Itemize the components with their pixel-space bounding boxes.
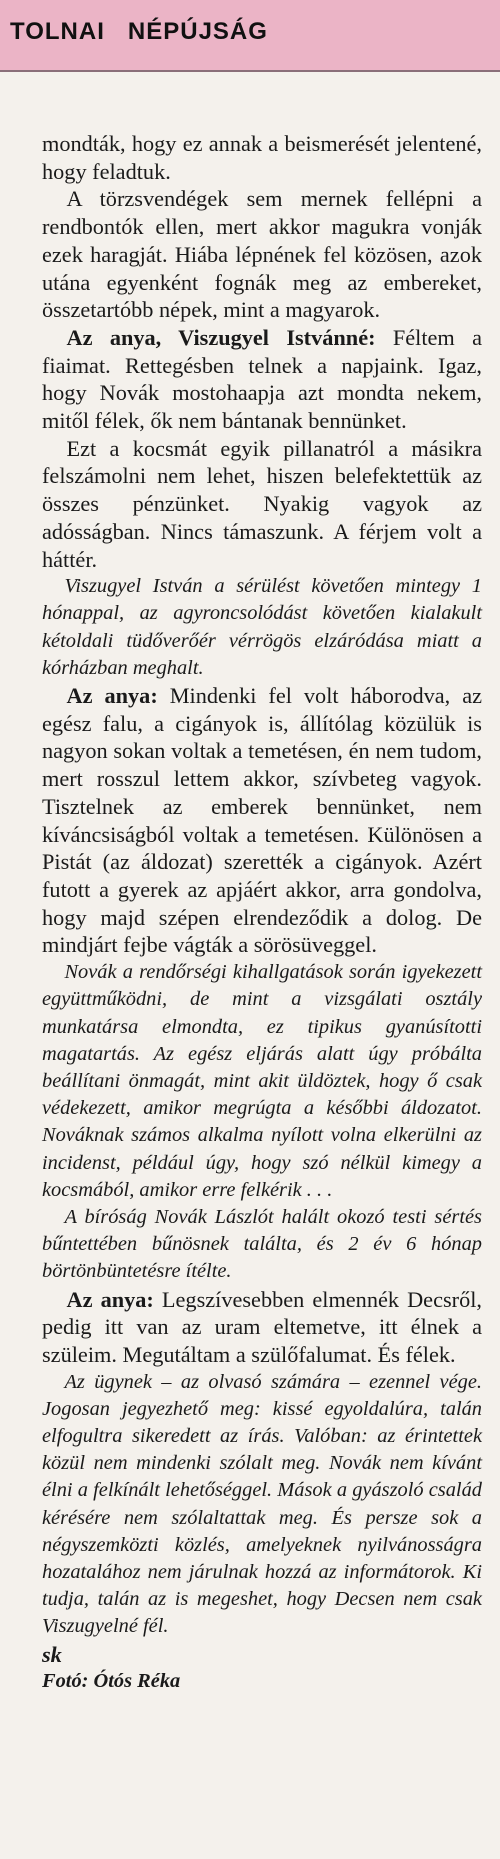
signature-row [42, 1641, 482, 1669]
paragraph-10-italic [42, 1369, 482, 1641]
speaker-label: Az anya: [66, 683, 158, 709]
paragraph-9 [42, 1286, 482, 1369]
paragraph-5-italic: Viszugyel István a sérülést követően mintegy 1 hónappal, az agyroncsolódást követően kialakult kétoldali tüdőverőér vérrögös elzáródása miatt a kórházban meghalt. [42, 575, 482, 679]
photo-credit: Fotó: Ótós Réka [42, 1670, 181, 1693]
paragraph-8-italic: A bíróság Novák Lászlót halált okozó testi sértés bűntettében bűnösnek találta, és 2 év 6 hónap börtönbüntetésre ítélte. [42, 1205, 482, 1283]
paragraph-4: Ezt a kocsmát egyik pillanatról a másikra felszámolni nem lehet, hiszen belefektettük az összes pénzünket. Nyakig vagyok az adósságban. Nincs támaszunk. A férjem volt a háttér. [42, 435, 482, 572]
closing-text: Az ügynek – az olvasó számára – ezennel vége. Jogosan jegyezhető meg: kissé egyoldalúra, talán elfogultra sikeredett az írás. Valóban: az érintettek közül nem mindenki szólalt meg. Novák nem kívánt élni a felkínált lehetőséggel. Mások a gyászoló család kérésére nem szólaltattak meg. És persze sok a négyszemközti közlés, amelyeknek nyilvánosságra hozatalához nem járulnak hozzá az informátorok. Ki tudja, talán az is megeshet, hogy Decsen nem csak Viszugyelné fél. [42, 1370, 482, 1638]
speaker-label: Az anya: [66, 1286, 154, 1312]
article-body [42, 130, 482, 1695]
newspaper-header [0, 0, 500, 72]
speaker-label: Az anya, Viszugyel Istvánné: [66, 324, 376, 350]
quote-text: Mindenki fel volt háborodva, az egész falu, a cigányok is, állítólag közülük is nagyon sokan voltak a temetésen, én nem tudom, mert rosszul lettem akkor, szívbeteg vagyok. Tisztelnek az emberek bennünket, nem kíváncsiságból voltak a temetésen. Különösen a Pistát (az áldozat) szerették a cigányok. Azért futott a gyerek az apjáért akkor, arra gondolva, hogy majd szépen elrendeződik a dolog. De mindjárt fejbe vágták a sörösüveggel. [42, 683, 482, 958]
author-signature: sk [42, 1641, 62, 1667]
quote-text: Féltem a fiaimat. Rettegésben telnek a napjaink. Igaz, hogy Novák mostohaapja azt mondta nekem, mitől félek, ők nem bántanak bennünket. [42, 324, 482, 434]
paragraph-6 [42, 682, 482, 959]
paragraph-3 [42, 324, 482, 435]
paragraph-7-italic: Novák a rendőrségi kihallgatások során igyekezett együttműködni, de mint a vizsgálati osztály munkatársa elmondta, ez tipikus gyanúsítotti magatartás. Az egész eljárás alatt úgy próbálta beállítani önmagát, mint akit üldöztek, hogy ő csak védekezett, amikor megrúgta a későbbi áldozatot. Nováknak számos alkalma nyílott volna elkerülni az incidenst, például úgy, hogy szó nélkül kimegy a kocsmából, amikor erre felkérik . . . [42, 961, 482, 1201]
paragraph-2: A törzsvendégek sem mernek fellépni a rendbontók ellen, mert akkor magukra vonják ezek haragját. Hiába lépnének fel közösen, azok utána egyenként fognák meg az embereket, összetartóbb népek, mint a magyarok. [42, 186, 482, 323]
paragraph-1: mondták, hogy ez annak a beismerését jelentené, hogy feladtuk. [42, 131, 482, 184]
newspaper-title: TOLNAI NÉPÚJSÁG [10, 18, 268, 45]
quote-text: Legszívesebben elmennék Decsről, pedig itt van az uram eltemetve, itt élnek a szüleim. Megutáltam a szülőfalumat. És félek. [42, 1286, 482, 1367]
